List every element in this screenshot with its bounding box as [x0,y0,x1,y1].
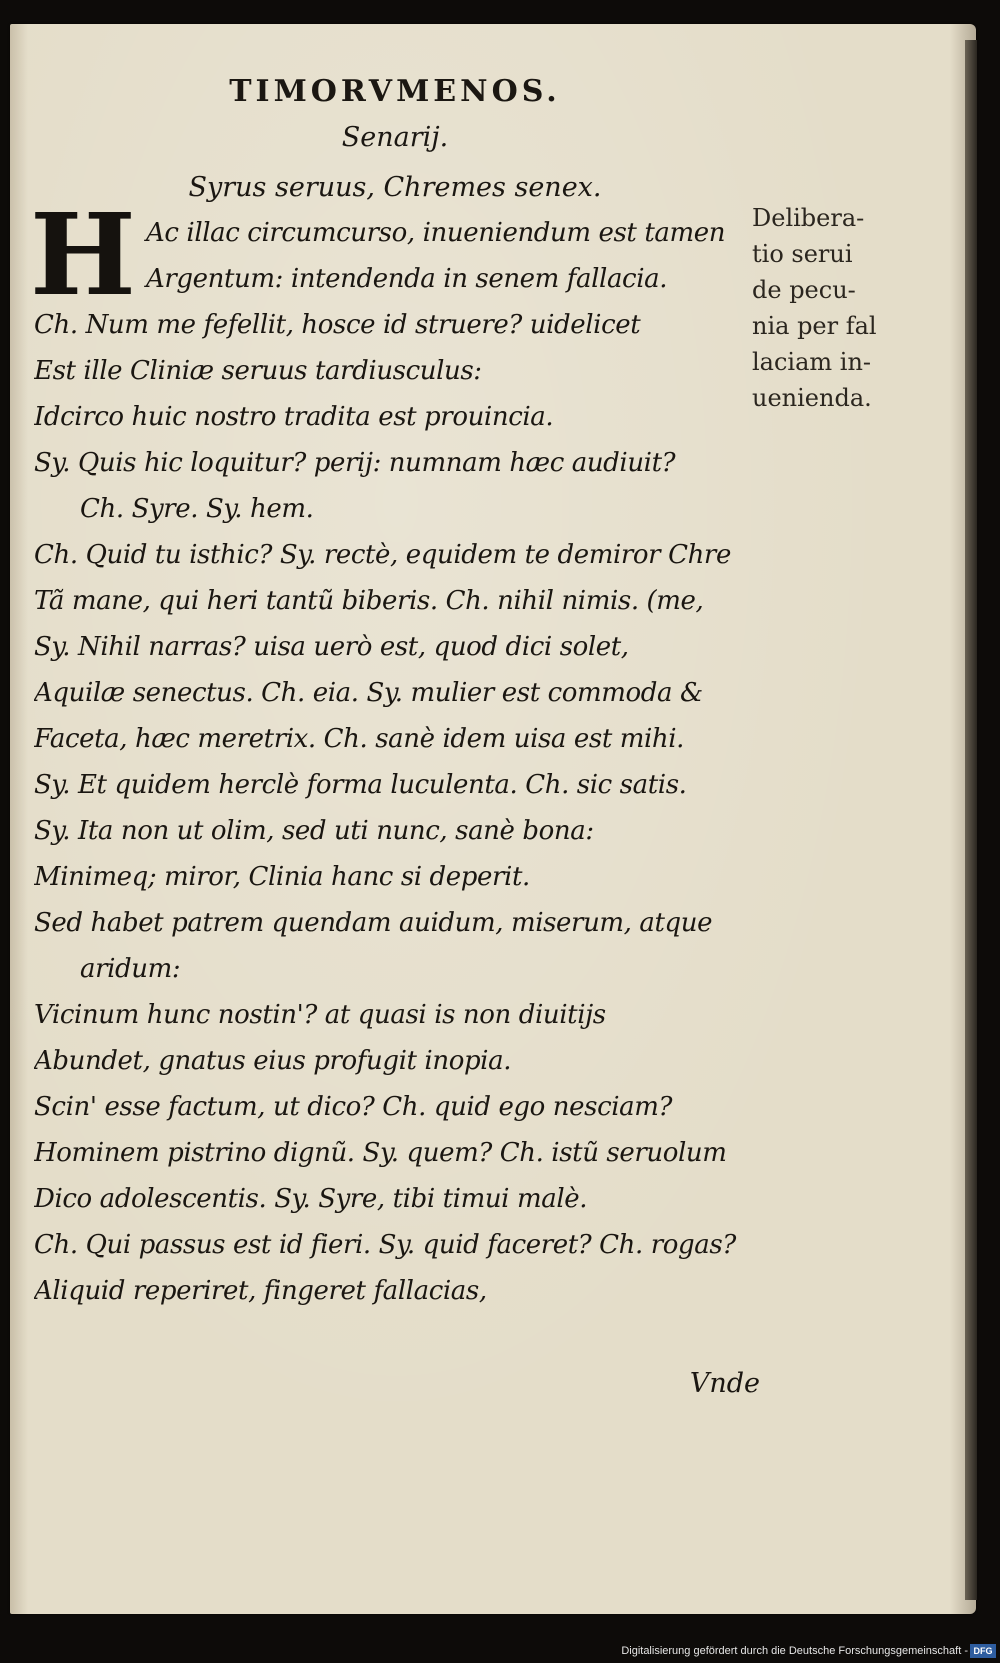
page-edge [965,40,977,1600]
verse-block [34,210,754,1314]
verse-line: Sy. Et quidem herclè forma luculenta. Ch. sic satis. [34,770,687,800]
margin-note-line: uenienda. [752,384,872,412]
digitization-credit: Digitalisierung gefördert durch die Deutsche Forschungsgemeinschaft - [621,1645,968,1657]
drop-cap: H [30,190,136,321]
verse-line: Vicinum hunc nostin'? at quasi is non diuitijs [34,1000,606,1030]
verse-line: Sy. Quis hic loquitur? perij: numnam hæc audiuit? [34,448,676,478]
verse-line: Ch. Qui passus est id fieri. Sy. quid faceret? Ch. rogas? [34,1230,736,1260]
verse-line: Sy. Ita non ut olim, sed uti nunc, sanè bona: [34,816,594,846]
meter-heading: Senarij. [341,122,449,153]
verse-line: Sy. Nihil narras? uisa uerò est, quod dici solet, [34,632,629,662]
verse-line: Abundet, gnatus eius profugit inopia. [34,1046,512,1076]
verse-line: Ac illac circumcurso, inueniendum est tamen [146,218,726,248]
verse-line: aridum: [80,954,181,984]
verse-line: Hominem pistrino dignũ. Sy. quem? Ch. istũ seruolum [34,1138,727,1168]
verse-line: Argentum: intendenda in senem fallacia. [146,264,668,294]
verse-line: Tã mane, qui heri tantũ biberis. Ch. nihil nimis. (me, [34,586,704,616]
verse-line: Est ille Cliniæ seruus tardiusculus: [34,356,482,386]
verse-line: Aliquid reperiret, fingeret fallacias, [34,1276,487,1306]
verse-line: Ch. Quid tu isthic? Sy. rectè, equidem te demiror Chre [34,540,731,570]
verse-line: Ch. Num me fefellit, hosce id struere? uidelicet [34,310,641,340]
verse-line: Idcirco huic nostro tradita est prouincia. [34,402,554,432]
catchword: Vnde [689,1368,760,1399]
margin-note-line: de pecu- [752,276,856,304]
margin-note-line: Delibera- [752,204,865,232]
verse-line: Aquilæ senectus. Ch. eia. Sy. mulier est commoda & [34,678,703,708]
verse-line: Dico adolescentis. Sy. Syre, tibi timui malè. [34,1184,588,1214]
dfg-logo-icon: DFG [970,1644,996,1658]
verse-line: Scin' esse factum, ut dico? Ch. quid ego nesciam? [34,1092,673,1122]
running-head: TIMORVMENOS. [229,74,561,109]
speaker-heading: Syrus seruus, Chremes senex. [188,172,602,203]
margin-note [752,200,892,416]
margin-note-line: nia per fal [752,312,877,340]
verse-line: Sed habet patrem quendam auidum, miserum, atque [34,908,713,938]
verse-line: Minimeq; miror, Clinia hanc si deperit. [34,862,530,892]
margin-note-line: tio serui [752,240,853,268]
verse-line: Faceta, hæc meretrix. Ch. sanè idem uisa est mihi. [34,724,685,754]
margin-note-line: laciam in- [752,348,872,376]
verse-line: Ch. Syre. Sy. hem. [80,494,314,524]
